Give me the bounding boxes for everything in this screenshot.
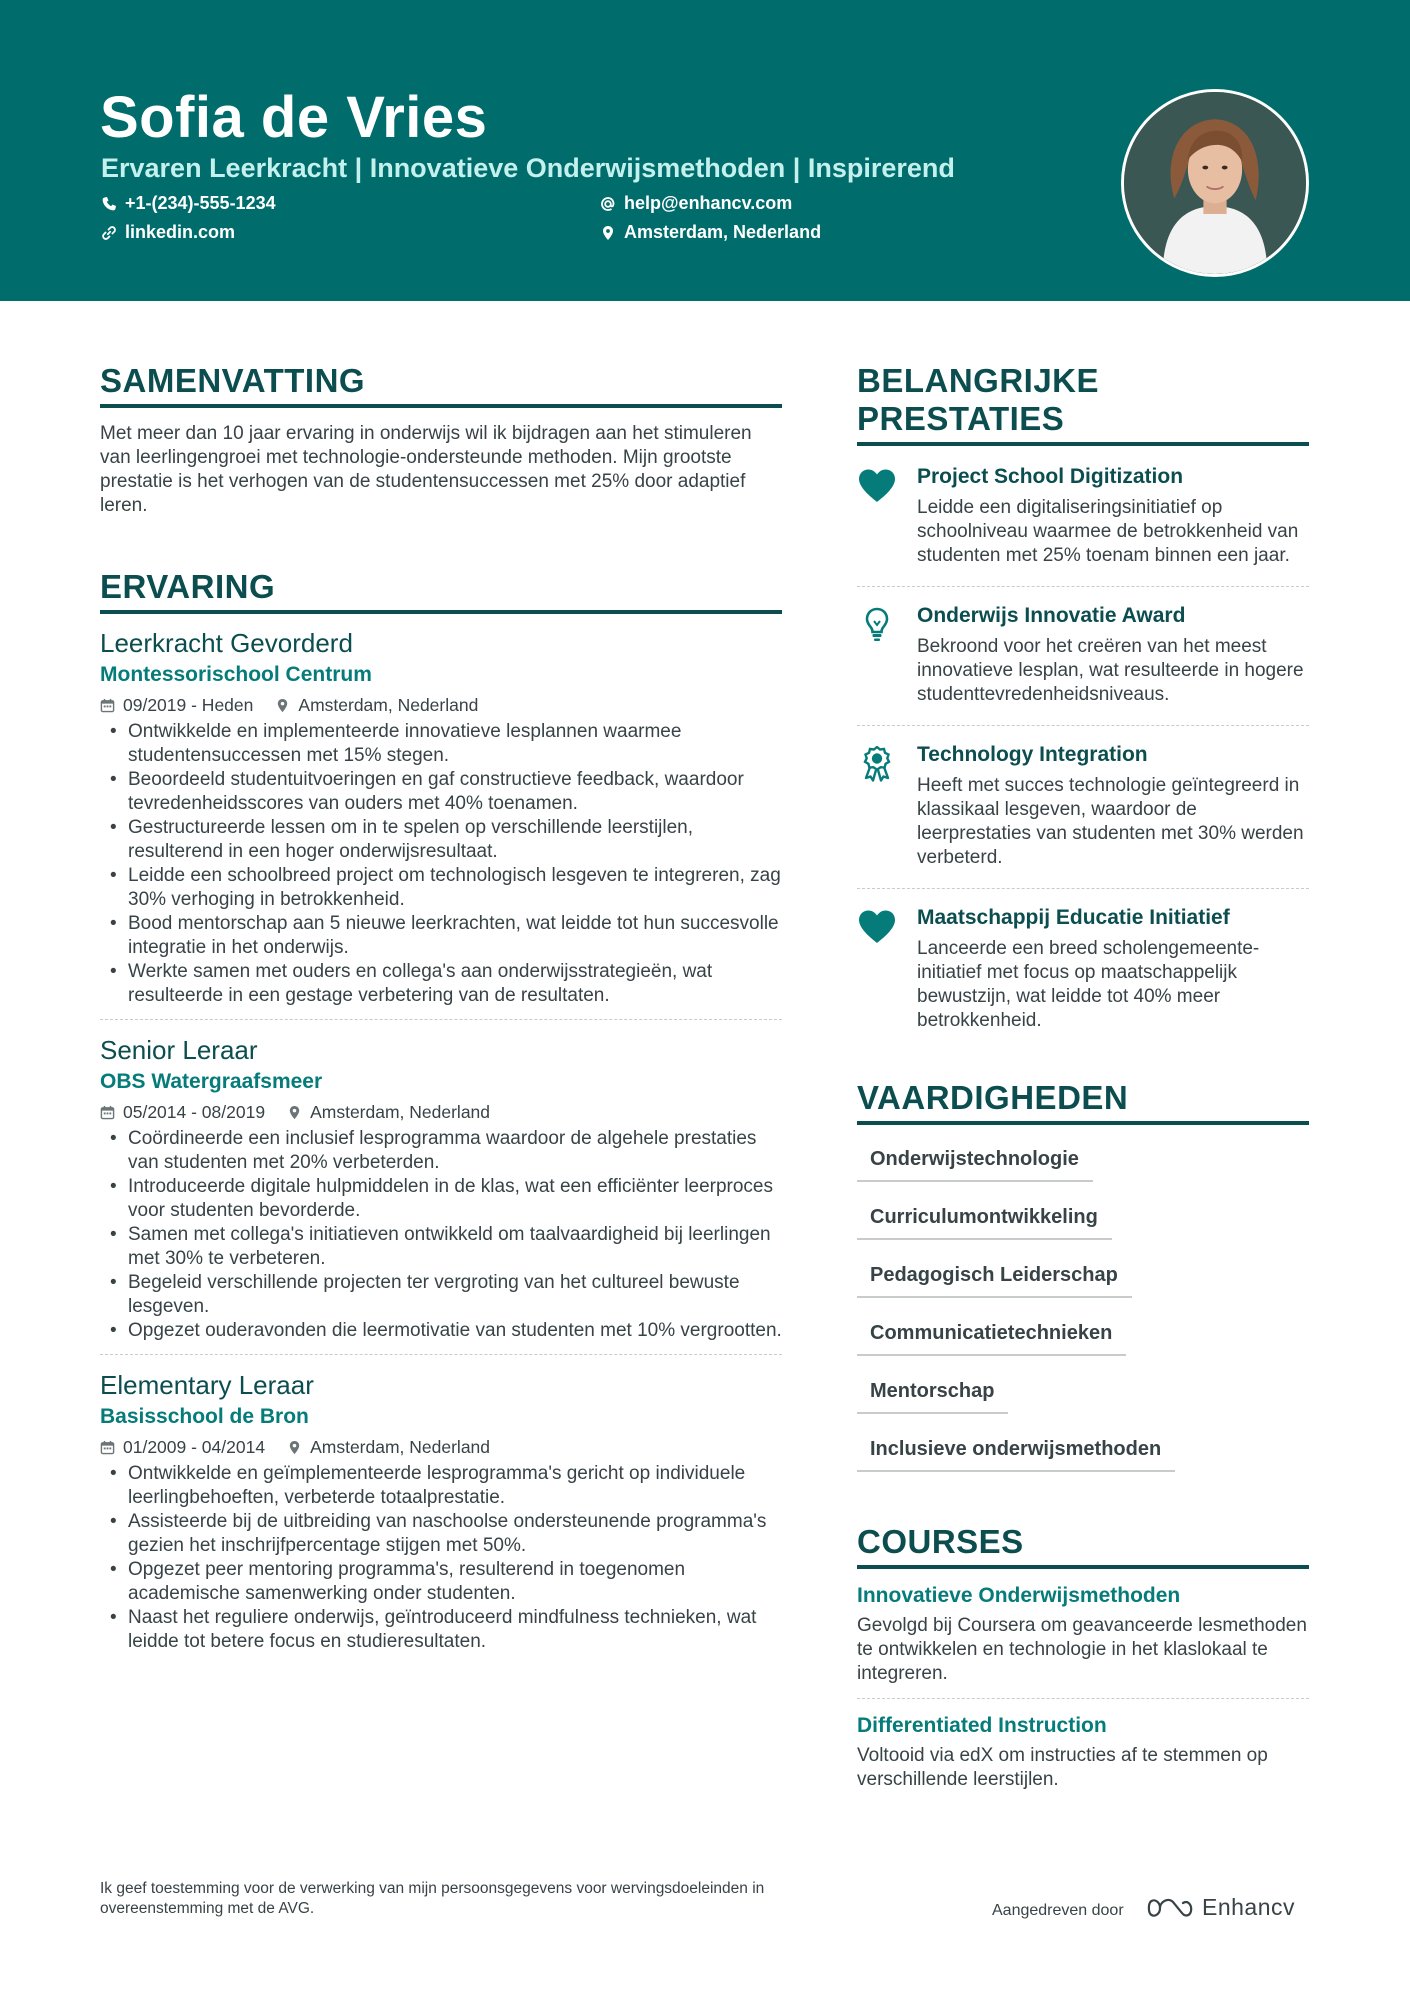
course-item <box>857 1583 1309 1686</box>
candidate-name: Sofia de Vries <box>100 85 488 150</box>
email-text[interactable]: help@enhancv.com <box>624 193 793 213</box>
bullet-item: • Ontwikkelde en implementeerde innovatieve lesplannen waarmee studentensuccessen met 15% stegen. <box>100 720 782 768</box>
award-ribbon-icon <box>857 746 897 782</box>
experience-section <box>100 568 782 1654</box>
calendar-icon <box>100 698 115 713</box>
achievements-section <box>857 362 1309 1033</box>
job-bullets <box>100 1462 782 1654</box>
company-name: Basisschool de Bron <box>100 1405 309 1428</box>
achievement-desc: Bekroond voor het creëren van het meest innovatieve lesplan, wat resulteerde in hogere studenttevredenheidsniveaus. <box>917 636 1304 705</box>
bullet-item: • Samen met collega's initiatieven ontwikkeld om taalvaardigheid bij leerlingen met 30% te verbeteren. <box>100 1223 782 1271</box>
summary-section <box>100 362 782 518</box>
skill-tag: Communicatietechnieken <box>857 1311 1126 1356</box>
job-dates: 05/2014 - 08/2019 <box>123 1102 266 1122</box>
achievement-desc: Heeft met succes technologie geïntegreerd in klassikaal lesgeven, waardoor de leerprestaties van studenten met 30% werden verbeterd. <box>917 775 1304 868</box>
divider <box>100 1354 782 1355</box>
calendar-icon <box>100 1105 115 1120</box>
achievement-item <box>857 742 1309 870</box>
gdpr-consent: Ik geef toestemming voor de verwerking van mijn persoonsgegevens voor wervingsdoeleinden in overeenstemming met de AVG. <box>100 1880 765 1917</box>
location-text: Amsterdam, Nederland <box>624 222 822 242</box>
brand-logo[interactable] <box>1146 1894 1295 1921</box>
job-location: Amsterdam, Nederland <box>310 1102 491 1122</box>
location-pin-icon <box>287 1105 302 1120</box>
link-icon <box>101 225 117 241</box>
skill-tag: Onderwijstechnologie <box>857 1137 1093 1182</box>
job-entry <box>100 1369 782 1654</box>
achievements-heading: BELANGRIJKE PRESTATIES <box>857 362 1309 446</box>
achievement-desc: Lanceerde een breed scholengemeente-initiatief met focus op maatschappelijk bewustzijn, wat leidde tot 40% meer betrokkenheid. <box>917 938 1260 1031</box>
phone-contact <box>101 193 276 214</box>
brand-name: Enhancv <box>1202 1894 1296 1920</box>
bullet-item: • Bood mentorschap aan 5 nieuwe leerkrachten, wat leidde tot hun succesvolle integratie in het onderwijs. <box>100 912 782 960</box>
bullet-item: • Werkte samen met ouders en collega's aan onderwijsstrategieën, wat resulteerde in een gestage verbetering van de resultaten. <box>100 960 782 1008</box>
job-bullets <box>100 720 782 1008</box>
company-name: OBS Watergraafsmeer <box>100 1070 323 1093</box>
skill-tag: Pedagogisch Leiderschap <box>857 1253 1132 1298</box>
bullet-item: • Begeleid verschillende projecten ter vergroting van het cultureel bewuste lesgeven. <box>100 1271 782 1319</box>
achievement-desc: Leidde een digitaliseringsinitiatief op schoolniveau waarmee de betrokkenheid van studenten met 25% toenam binnen een jaar. <box>917 497 1299 566</box>
job-bullets <box>100 1127 782 1343</box>
courses-heading: COURSES <box>857 1523 1309 1569</box>
job-meta <box>100 1436 782 1458</box>
bullet-item: • Opgezet peer mentoring programma's, resulterend in toegenomen academische samenwerking onder studenten. <box>100 1558 782 1606</box>
skill-tag: Curriculumontwikkeling <box>857 1195 1112 1240</box>
tagline: Ervaren Leerkracht | Innovatieve Onderwijsmethoden | Inspirerend <box>101 153 955 183</box>
bullet-item: • Introduceerde digitale hulpmiddelen in de klas, wat een efficiënter leerproces voor studenten bevorderde. <box>100 1175 782 1223</box>
bullet-item: • Assisteerde bij de uitbreiding van naschoolse ondersteunende programma's gezien het inschrijfpercentage stijgen met 50%. <box>100 1510 782 1558</box>
job-meta <box>100 1101 782 1123</box>
bullet-item: • Leidde een schoolbreed project om technologisch lesgeven te integreren, zag 30% verhoging in betrokkenheid. <box>100 864 782 912</box>
bullet-item: • Gestructureerde lessen om in te spelen op verschillende leerstijlen, resulterend in een hoger onderwijsresultaat. <box>100 816 782 864</box>
profile-photo <box>1121 89 1309 277</box>
course-desc: Gevolgd bij Coursera om geavanceerde lesmethoden te ontwikkelen en technologie in het klaslokaal te integreren. <box>857 1615 1307 1684</box>
right-column <box>857 362 1309 1792</box>
job-dates: 09/2019 - Heden <box>123 695 254 715</box>
enhancv-logo-icon <box>1146 1895 1194 1921</box>
course-title: Innovatieve Onderwijsmethoden <box>857 1584 1181 1607</box>
job-title: Leerkracht Gevorderd <box>100 628 353 658</box>
experience-heading: ERVARING <box>100 568 782 614</box>
job-meta <box>100 694 782 716</box>
location-pin-icon <box>275 698 290 713</box>
phone-text: +1-(234)-555-1234 <box>125 193 276 213</box>
location-contact <box>600 222 821 243</box>
divider <box>857 725 1309 726</box>
achievement-title: Maatschappij Educatie Initiatief <box>917 906 1230 929</box>
divider <box>857 888 1309 889</box>
job-location: Amsterdam, Nederland <box>298 695 479 715</box>
divider <box>100 1019 782 1020</box>
skills-section <box>857 1079 1309 1485</box>
phone-icon <box>101 196 117 212</box>
skill-tag: Mentorschap <box>857 1369 1008 1414</box>
divider <box>857 586 1309 587</box>
achievement-item <box>857 905 1309 1033</box>
company-name: Montessorischool Centrum <box>100 663 372 686</box>
email-contact[interactable] <box>600 193 792 214</box>
at-icon <box>600 196 616 212</box>
achievement-title: Technology Integration <box>917 743 1148 766</box>
location-pin-icon <box>287 1440 302 1455</box>
course-item <box>857 1713 1309 1792</box>
portrait-illustration <box>1124 92 1306 274</box>
job-entry <box>100 627 782 1008</box>
calendar-icon <box>100 1440 115 1455</box>
course-title: Differentiated Instruction <box>857 1714 1107 1737</box>
linkedin-text[interactable]: linkedin.com <box>125 222 236 242</box>
bullet-item: • Opgezet ouderavonden die leermotivatie van studenten met 10% vergrootten. <box>100 1319 782 1343</box>
header <box>0 0 1410 301</box>
job-dates: 01/2009 - 04/2014 <box>123 1437 266 1457</box>
job-title: Senior Leraar <box>100 1035 258 1065</box>
course-desc: Voltooid via edX om instructies af te stemmen op verschillende leerstijlen. <box>857 1745 1268 1790</box>
job-entry <box>100 1034 782 1343</box>
bullet-item: • Naast het reguliere onderwijs, geïntroduceerd mindfulness technieken, wat leidde tot betere focus en studieresultaten. <box>100 1606 782 1654</box>
heart-icon <box>857 468 897 504</box>
powered-by-label: Aangedreven door <box>992 1902 1124 1919</box>
job-location: Amsterdam, Nederland <box>310 1437 491 1457</box>
bullet-item: • Beoordeeld studentuitvoeringen en gaf constructieve feedback, waardoor tevredenheidsscores van ouders met 40% toenamen. <box>100 768 782 816</box>
achievement-item <box>857 464 1309 568</box>
skills-list <box>857 1137 1309 1485</box>
linkedin-contact[interactable] <box>101 222 235 243</box>
courses-section <box>857 1523 1309 1792</box>
achievement-item <box>857 603 1309 707</box>
skill-tag: Inclusieve onderwijsmethoden <box>857 1427 1175 1472</box>
lightbulb-icon <box>857 607 897 643</box>
skills-heading: VAARDIGHEDEN <box>857 1079 1309 1125</box>
location-pin-icon <box>600 225 616 241</box>
summary-heading: SAMENVATTING <box>100 362 782 408</box>
heart-icon <box>857 909 897 945</box>
bullet-item: • Coördineerde een inclusief lesprogramma waardoor de algehele prestaties van studenten met 20% verbeterden. <box>100 1127 782 1175</box>
summary-text: Met meer dan 10 jaar ervaring in onderwijs wil ik bijdragen aan het stimuleren van leerlingengroei met technologie-ondersteunde methoden. Mijn grootste prestatie is het verhogen van de studentensuccessen met 25% door adaptief leren. <box>100 423 752 516</box>
achievement-title: Onderwijs Innovatie Award <box>917 604 1186 627</box>
divider <box>857 1698 1309 1699</box>
achievement-title: Project School Digitization <box>917 465 1184 488</box>
left-column <box>100 362 782 1654</box>
bullet-item: • Ontwikkelde en geïmplementeerde lesprogramma's gericht op individuele leerlingbehoeften, verbeterde totaalprestatie. <box>100 1462 782 1510</box>
job-title: Elementary Leraar <box>100 1370 314 1400</box>
